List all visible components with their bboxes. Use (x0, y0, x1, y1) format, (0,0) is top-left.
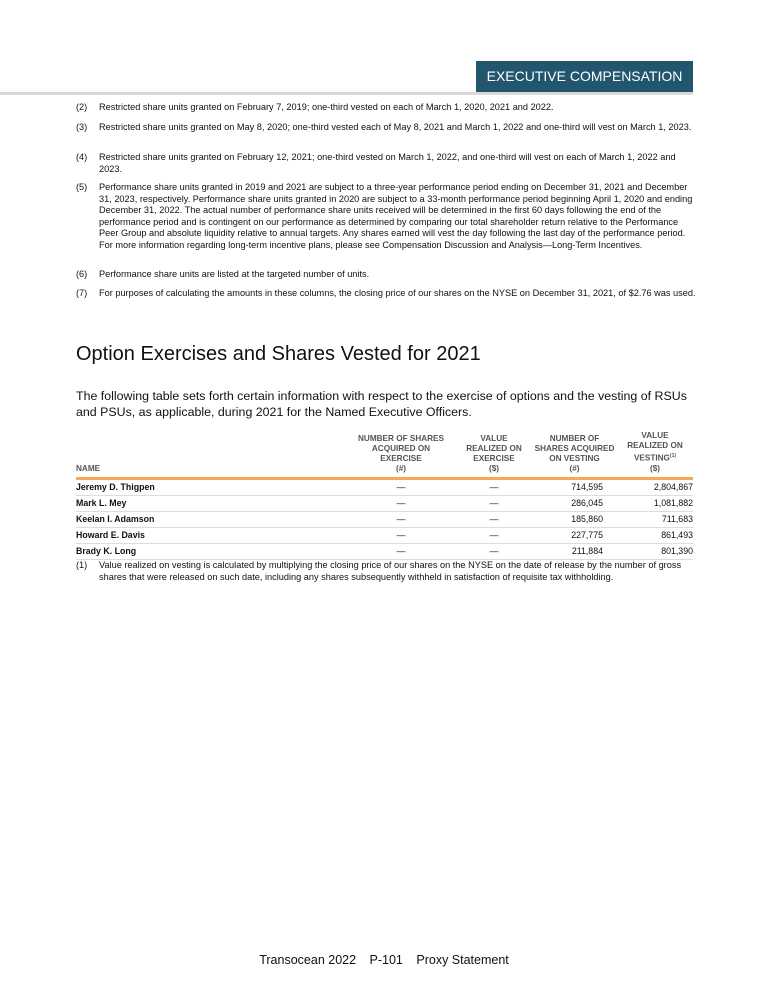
cell-value-realized-exercise: — (456, 527, 532, 543)
cell-name: Brady K. Long (76, 543, 346, 559)
footnote-number: (2) (76, 102, 88, 112)
col-header-value-realized-vesting: VALUE REALIZED ON VESTING$^{(1)}$ ($) (617, 431, 693, 478)
table-row (76, 511, 693, 527)
footer-company: Transocean 2022 (259, 953, 357, 967)
page-footer (0, 953, 768, 967)
footnote-text: For purposes of calculating the amounts in these columns, the closing price of our shares on the NYSE on December 31, 2021, of $2.76 was used. (99, 288, 696, 298)
cell-value-realized-vesting: 2,804,867 (617, 478, 693, 495)
option-exercises-table (76, 431, 693, 560)
cell-shares-acquired-vesting: 185,860 (532, 511, 617, 527)
cell-shares-acquired-exercise: — (346, 495, 456, 511)
cell-shares-acquired-exercise: — (346, 511, 456, 527)
section-banner: EXECUTIVE COMPENSATION (476, 61, 693, 92)
cell-value-realized-exercise: — (456, 543, 532, 559)
footnote-number: (6) (76, 269, 88, 279)
cell-name: Keelan I. Adamson (76, 511, 346, 527)
footnote-2 (76, 102, 696, 114)
footnote-text: Performance share units are listed at the targeted number of units. (99, 269, 370, 279)
cell-value-realized-exercise: — (456, 478, 532, 495)
footnote-text: Restricted share units granted on May 8, 2020; one-third vested each of May 8, 2021 and March 1, 2022 and one-third will vest on March 1, 2023. (99, 122, 692, 132)
footnote-number: (7) (76, 288, 88, 298)
footnote-number: (5) (76, 182, 88, 192)
table-row (76, 543, 693, 559)
cell-shares-acquired-exercise: — (346, 478, 456, 495)
footnote-text: Value realized on vesting is calculated by multiplying the closing price of our shares on the NYSE on the date of release by the number of gross shares that were released on such date, including any shares subsequently withheld in satisfaction of requisite tax withholding. (99, 560, 682, 582)
footnote-text: Restricted share units granted on February 7, 2019; one-third vested on each of March 1, 2020, 2021 and 2022. (99, 102, 554, 112)
footnote-text: Restricted share units granted on February 12, 2021; one-third vested on March 1, 2022, and one-third will vest on each of March 1, 2022 and 2023. (99, 152, 676, 174)
header-divider (0, 92, 693, 95)
page-number: P-101 (369, 953, 403, 967)
cell-shares-acquired-vesting: 714,595 (532, 478, 617, 495)
table-row (76, 527, 693, 543)
table-row (76, 495, 693, 511)
cell-shares-acquired-vesting: 211,884 (532, 543, 617, 559)
cell-value-realized-vesting: 801,390 (617, 543, 693, 559)
cell-value-realized-exercise: — (456, 495, 532, 511)
footnote-number: (1) (76, 560, 88, 570)
col-header-value-realized-exercise: VALUE REALIZED ON EXERCISE ($) (456, 431, 532, 478)
cell-name: Howard E. Davis (76, 527, 346, 543)
cell-shares-acquired-exercise: — (346, 527, 456, 543)
col-header-name: NAME (76, 431, 346, 478)
cell-value-realized-vesting: 861,493 (617, 527, 693, 543)
section-intro: The following table sets forth certain information with respect to the exercise of options and the vesting of RSUs and PSUs, as applicable, during 2021 for the Named Executive Officers. (76, 389, 687, 419)
cell-value-realized-vesting: 1,081,882 (617, 495, 693, 511)
cell-name: Mark L. Mey (76, 495, 346, 511)
section-title: Option Exercises and Shares Vested for 2021 (76, 343, 481, 365)
table-header-row (76, 431, 693, 478)
cell-shares-acquired-exercise: — (346, 543, 456, 559)
footnote-3 (76, 122, 696, 134)
table-footnote-1 (76, 560, 696, 583)
table-row (76, 478, 693, 495)
footnote-number: (4) (76, 152, 88, 162)
cell-value-realized-vesting: 711,683 (617, 511, 693, 527)
col-header-shares-acquired-vesting: NUMBER OF SHARES ACQUIRED ON VESTING (#) (532, 431, 617, 478)
cell-value-realized-exercise: — (456, 511, 532, 527)
cell-shares-acquired-vesting: 286,045 (532, 495, 617, 511)
footnote-6 (76, 269, 696, 281)
footnote-7 (76, 288, 696, 300)
footer-document: Proxy Statement (416, 953, 509, 967)
cell-name: Jeremy D. Thigpen (76, 478, 346, 495)
footnote-4 (76, 152, 696, 175)
footnote-text: Performance share units granted in 2019 and 2021 are subject to a three-year performance period ending on December 31, 2021 and December 31, 2023, respectively. Performance share units granted in 2020 are subject to a 33-month performance period beginning April 1, 2020 and ending December 31, 2022. The actual number of performance share units received will be determined in the first 60 days following the end of the performance period and is contingent on our performance as determined by comparing our total shareholder return relative to the Performance Peer Group and absolute liquidity relative to annual targets. Any shares earned will vest the day following the last day of the performance period. For more information regarding long-term incentive plans, please see Compensation Discussion and Analysis—Long-Term Incentives. (99, 182, 693, 250)
col-header-shares-acquired-exercise: NUMBER OF SHARES ACQUIRED ON EXERCISE (#) (346, 431, 456, 478)
footnote-5 (76, 182, 696, 252)
footnote-number: (3) (76, 122, 88, 132)
cell-shares-acquired-vesting: 227,775 (532, 527, 617, 543)
